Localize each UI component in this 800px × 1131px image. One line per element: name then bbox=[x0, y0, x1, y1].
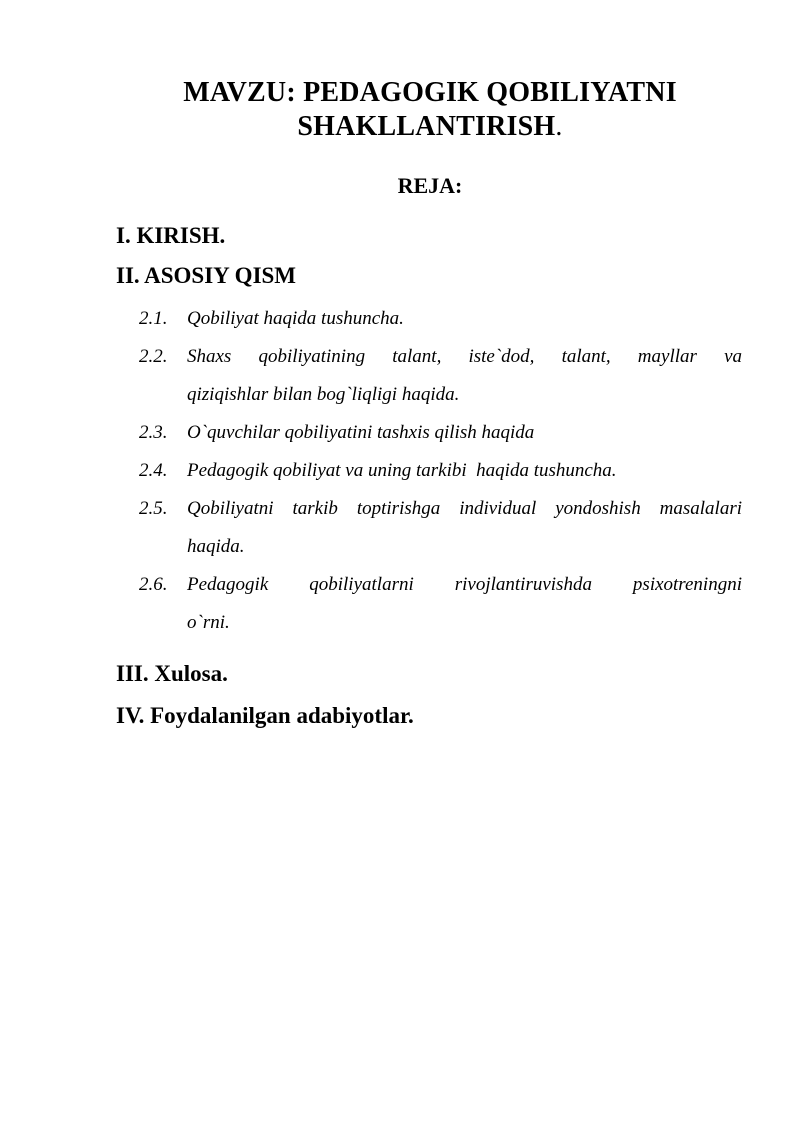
section-references: IV. Foydalanilgan adabiyotlar. bbox=[116, 703, 414, 728]
subsection-text: Pedagogik qobiliyat va uning tarkibi haqida tushuncha. bbox=[187, 460, 617, 481]
section-introduction: I. KIRISH. bbox=[116, 223, 226, 248]
subsection-text-line2: o`rni. bbox=[187, 612, 230, 633]
subsection-2-6 bbox=[139, 566, 742, 642]
section-main-part: II. ASOSIY QISM bbox=[116, 263, 297, 288]
subsection-text: O`quvchilar qobiliyatini tashxis qilish haqida bbox=[187, 422, 535, 443]
subsection-number: 2.5. bbox=[139, 498, 168, 519]
plan-heading: REJA: bbox=[397, 173, 463, 198]
subsection-2-2 bbox=[139, 338, 742, 414]
document-title-text: MAVZU: PEDAGOGIK QOBILIYATNI SHAKLLANTIRISH bbox=[183, 77, 677, 142]
document-title-period: . bbox=[555, 111, 563, 142]
subsection-2-3 bbox=[139, 414, 742, 452]
subsection-2-1 bbox=[139, 300, 742, 338]
section-conclusion: III. Xulosa. bbox=[116, 661, 228, 686]
subsection-text: Qobiliyat haqida tushuncha. bbox=[187, 308, 404, 329]
subsection-text-line2: haqida. bbox=[187, 536, 245, 557]
subsection-2-5 bbox=[139, 490, 742, 566]
subsection-number: 2.6. bbox=[139, 574, 168, 595]
subsection-number: 2.4. bbox=[139, 460, 168, 481]
subsection-2-4 bbox=[139, 452, 742, 490]
subsection-text-line1: Shaxs qobiliyatining talant, iste`dod, talant, mayllar va bbox=[187, 346, 742, 367]
subsection-number: 2.1. bbox=[139, 308, 168, 329]
subsection-number: 2.2. bbox=[139, 346, 168, 367]
subsection-number: 2.3. bbox=[139, 422, 168, 443]
document-title bbox=[110, 76, 750, 144]
subsection-text-line1: Pedagogik qobiliyatlarni rivojlantiruvishda psixotreningni bbox=[187, 574, 742, 595]
subsection-text-line2: qiziqishlar bilan bog`liqligi haqida. bbox=[187, 384, 460, 405]
subsection-text-line1: Qobiliyatni tarkib toptirishga individual yondoshish masalalari bbox=[187, 498, 742, 519]
